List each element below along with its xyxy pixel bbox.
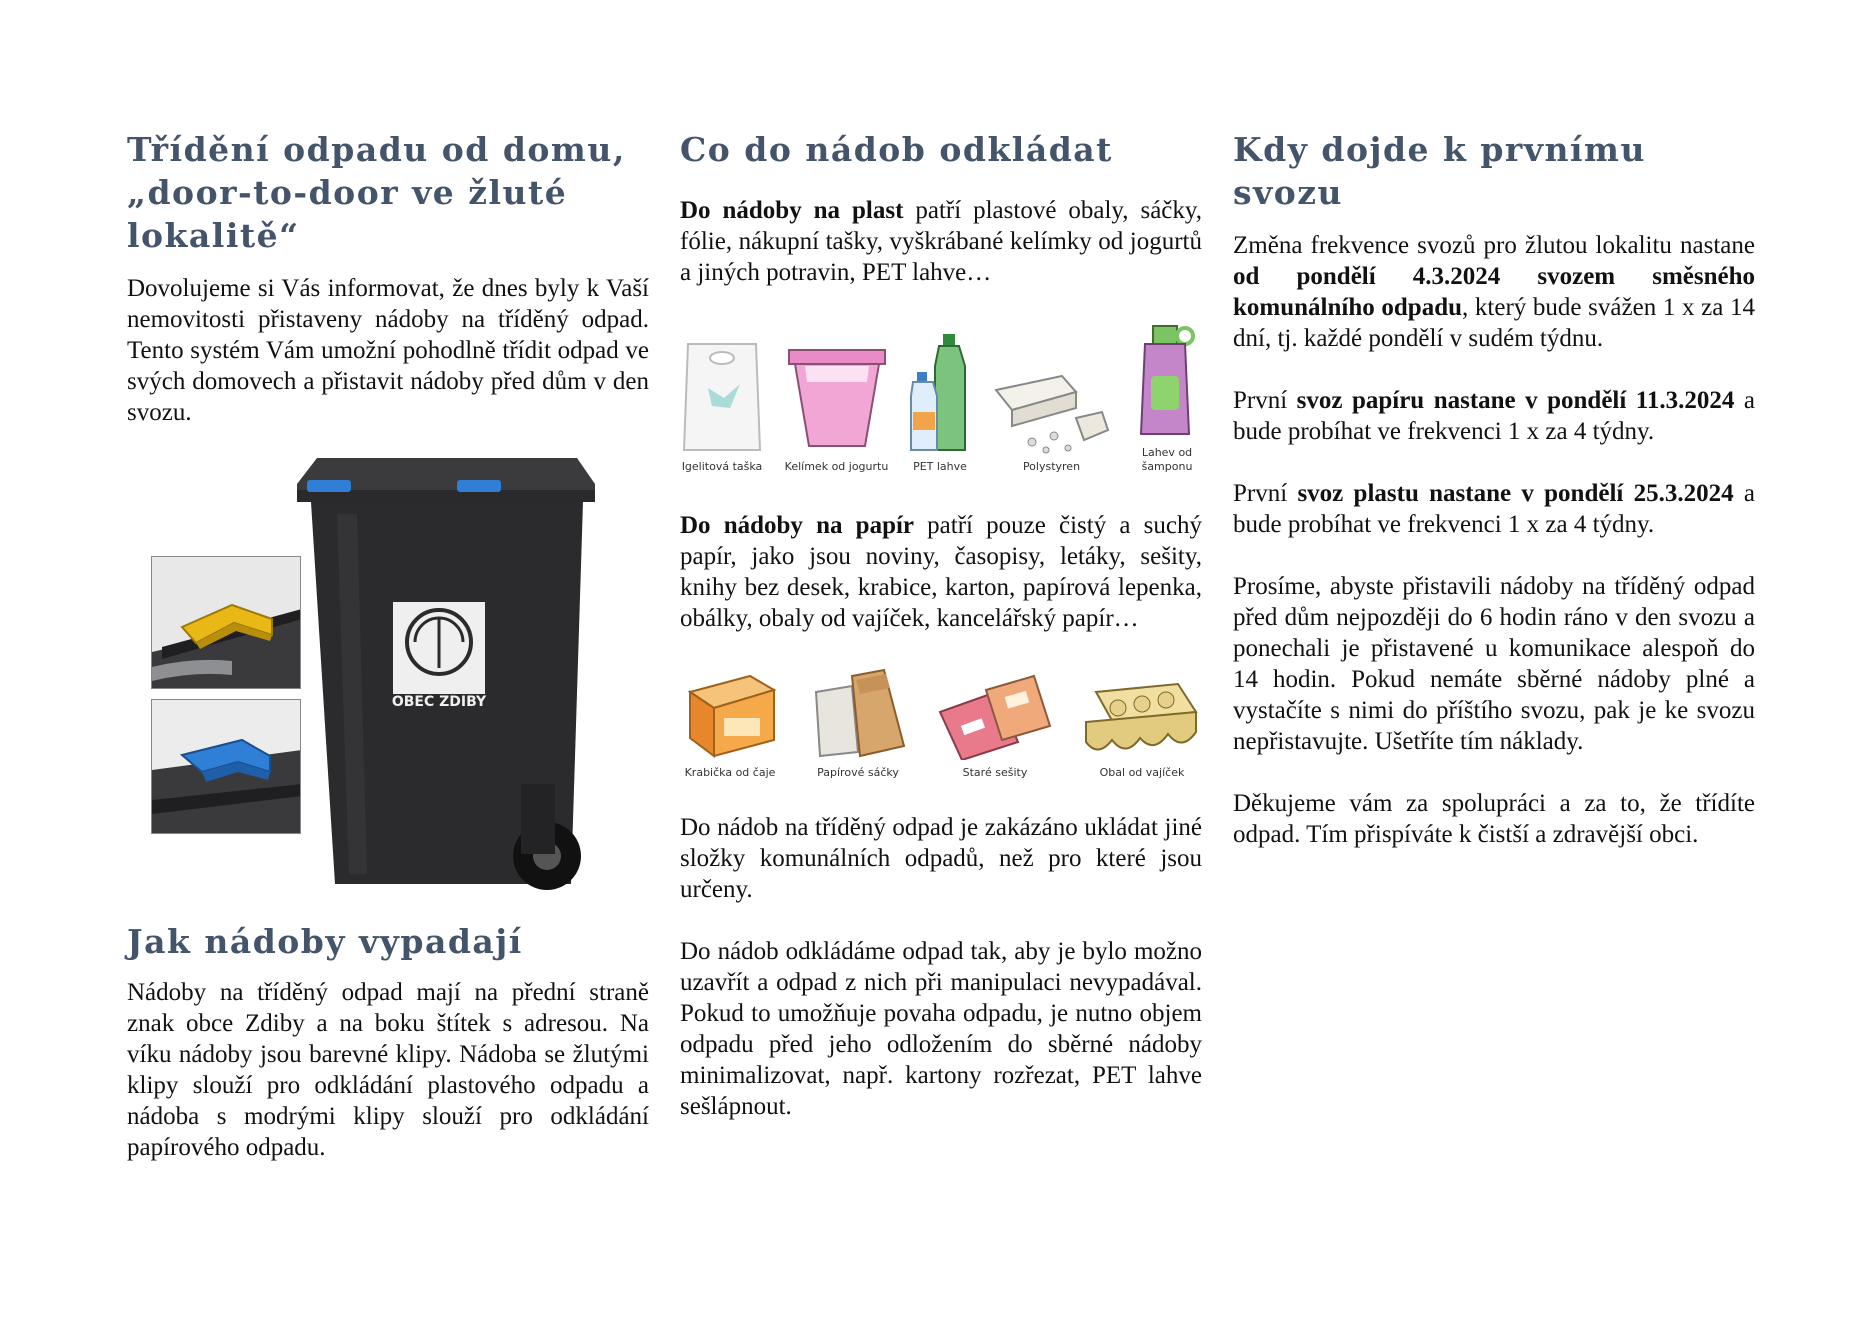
plastic-bold: Do nádoby na plast [680,197,904,224]
waste-bin-icon [277,454,617,904]
paper-item [680,668,780,780]
plastic-label: Polystyren [1022,460,1081,473]
frequency-paragraph [1233,230,1755,354]
plastic-text: patří plastové obaly, sáčky, fólie, nákupní tašky, vyškrábané kelímky od jogurtů a jiných potravin, PET lahve… [680,197,1203,286]
paper-item [808,666,908,780]
bold-date: od pondělí 4.3.2024 svozem směsného komunálního odpadu [1233,263,1755,321]
plastic-item [785,342,889,474]
column-right [1233,128,1755,850]
yogurt-cup-icon [785,342,889,454]
text: a bude probíhat ve frekvenci 1 x za 4 týdny. [1233,480,1755,538]
bin-label: OBEC ZDIBY [391,694,487,710]
plastic-item [909,332,971,474]
polystyrene-icon [992,370,1112,454]
heading-how-bins-look: Jak nádoby vypadají [127,922,523,961]
plastic-paragraph [680,195,1202,288]
paper-bags-icon [808,666,908,760]
text: , který bude svážen 1 x za 14 dní, tj. každé pondělí v sudém týdnu. [1233,294,1755,352]
plastic-item [1132,322,1202,474]
text: a bude probíhat ve frekvenci 1 x za 4 týdny. [1233,387,1755,445]
thanks-paragraph: Děkujeme vám za spolupráci a za to, že třídíte odpad. Tím přispíváte k čistší a zdravější obci. [1233,790,1755,848]
paper-collection-paragraph [1233,385,1755,447]
plastic-item [992,370,1112,474]
paper-label: Papírové sáčky [817,766,899,779]
old-notebooks-icon [936,672,1054,760]
pet-bottles-icon [909,332,971,454]
heading-what-to-put: Co do nádob odkládat [680,130,1113,169]
text: Změna frekvence svozů pro žlutou lokalitu nastane [1233,232,1755,259]
forbidden-paragraph: Do nádob na tříděný odpad je zakázáno ukládat jiné složky komunálních odpadů, než pro které jsou určeny. [680,814,1202,903]
paper-label: Staré sešity [962,766,1028,779]
bins-description: Nádoby na tříděný odpad mají na přední straně znak obce Zdiby a na boku štítek s adresou. Na víku nádoby jsou barevné klipy. Nádoba se žlutými klipy slouží pro odkládání plastového odpadu a nádoba s modrými klipy slouží pro odkládání papírového odpadu. [127,979,649,1161]
column-middle [680,128,1202,1122]
paper-item [936,672,1054,780]
plastic-item [680,338,764,474]
paper-item [1082,678,1202,780]
shampoo-bottle-icon [1137,322,1197,440]
paper-label: Krabička od čaje [684,766,776,779]
paper-text: patří pouze čistý a suchý papír, jako jsou noviny, časopisy, letáky, sešity, knihy bez desek, krabice, karton, papírová lepenka, obálky, obaly od vajíček, kancelářský papír… [680,512,1202,632]
heading-first-collection: Kdy dojde k prvnímu svozu [1233,130,1646,212]
plastic-bag-icon [680,338,764,454]
heading-sorting-door-to-door: Třídění odpadu od domu, „door-to-door ve žluté lokalitě“ [127,130,626,255]
plastic-collection-paragraph [1233,478,1755,540]
text: První [1233,480,1298,507]
plastic-label: Lahev od šamponu [1141,446,1193,473]
placement-paragraph: Prosíme, abyste přistavili nádoby na tříděný odpad před dům nejpozději do 6 hodin ráno v den svozu a ponechali je přistavené u komunikace alespoň do 14 hodin. Pokud nemáte sběrné nádoby plné a vystačíte s nimi do příštího svozu, pak je ke svozu nepřistavujte. Ušetříte tím náklady. [1233,573,1755,755]
plastic-label: PET lahve [913,460,967,473]
tea-box-icon [680,668,780,760]
paper-icons-row [680,666,1202,780]
plastic-label: Kelímek od jogurtu [784,460,889,473]
paper-paragraph [680,510,1202,634]
paper-bold: Do nádoby na papír [680,512,915,539]
bin-illustration [127,454,649,904]
egg-carton-icon [1082,678,1202,760]
text: První [1233,387,1297,414]
column-left [127,128,649,1163]
paper-label: Obal od vajíček [1099,766,1185,779]
intro-paragraph: Dovolujeme si Vás informovat, že dnes byly k Vaší nemovitosti přistaveny nádoby na tříděný odpad. Tento systém Vám umožní pohodlně třídit odpad ve svých domovech a přistavit nádoby před dům v den svozu. [127,275,649,426]
bold-date: svoz plastu nastane v pondělí 25.3.2024 [1297,480,1734,507]
plastic-icons-row [680,322,1202,474]
storage-paragraph: Do nádob odkládáme odpad tak, aby je bylo možno uzavřít a odpad z nich při manipulaci nevypadával. Pokud to umožňuje povaha odpadu, je nutno objem odpadu před jeho odložením do sběrné nádoby minimalizovat, např. kartony rozřezat, PET lahve sešlápnout. [680,938,1202,1120]
bold-date: svoz papíru nastane v pondělí 11.3.2024 [1296,387,1735,414]
plastic-label: Igelitová taška [681,460,763,473]
